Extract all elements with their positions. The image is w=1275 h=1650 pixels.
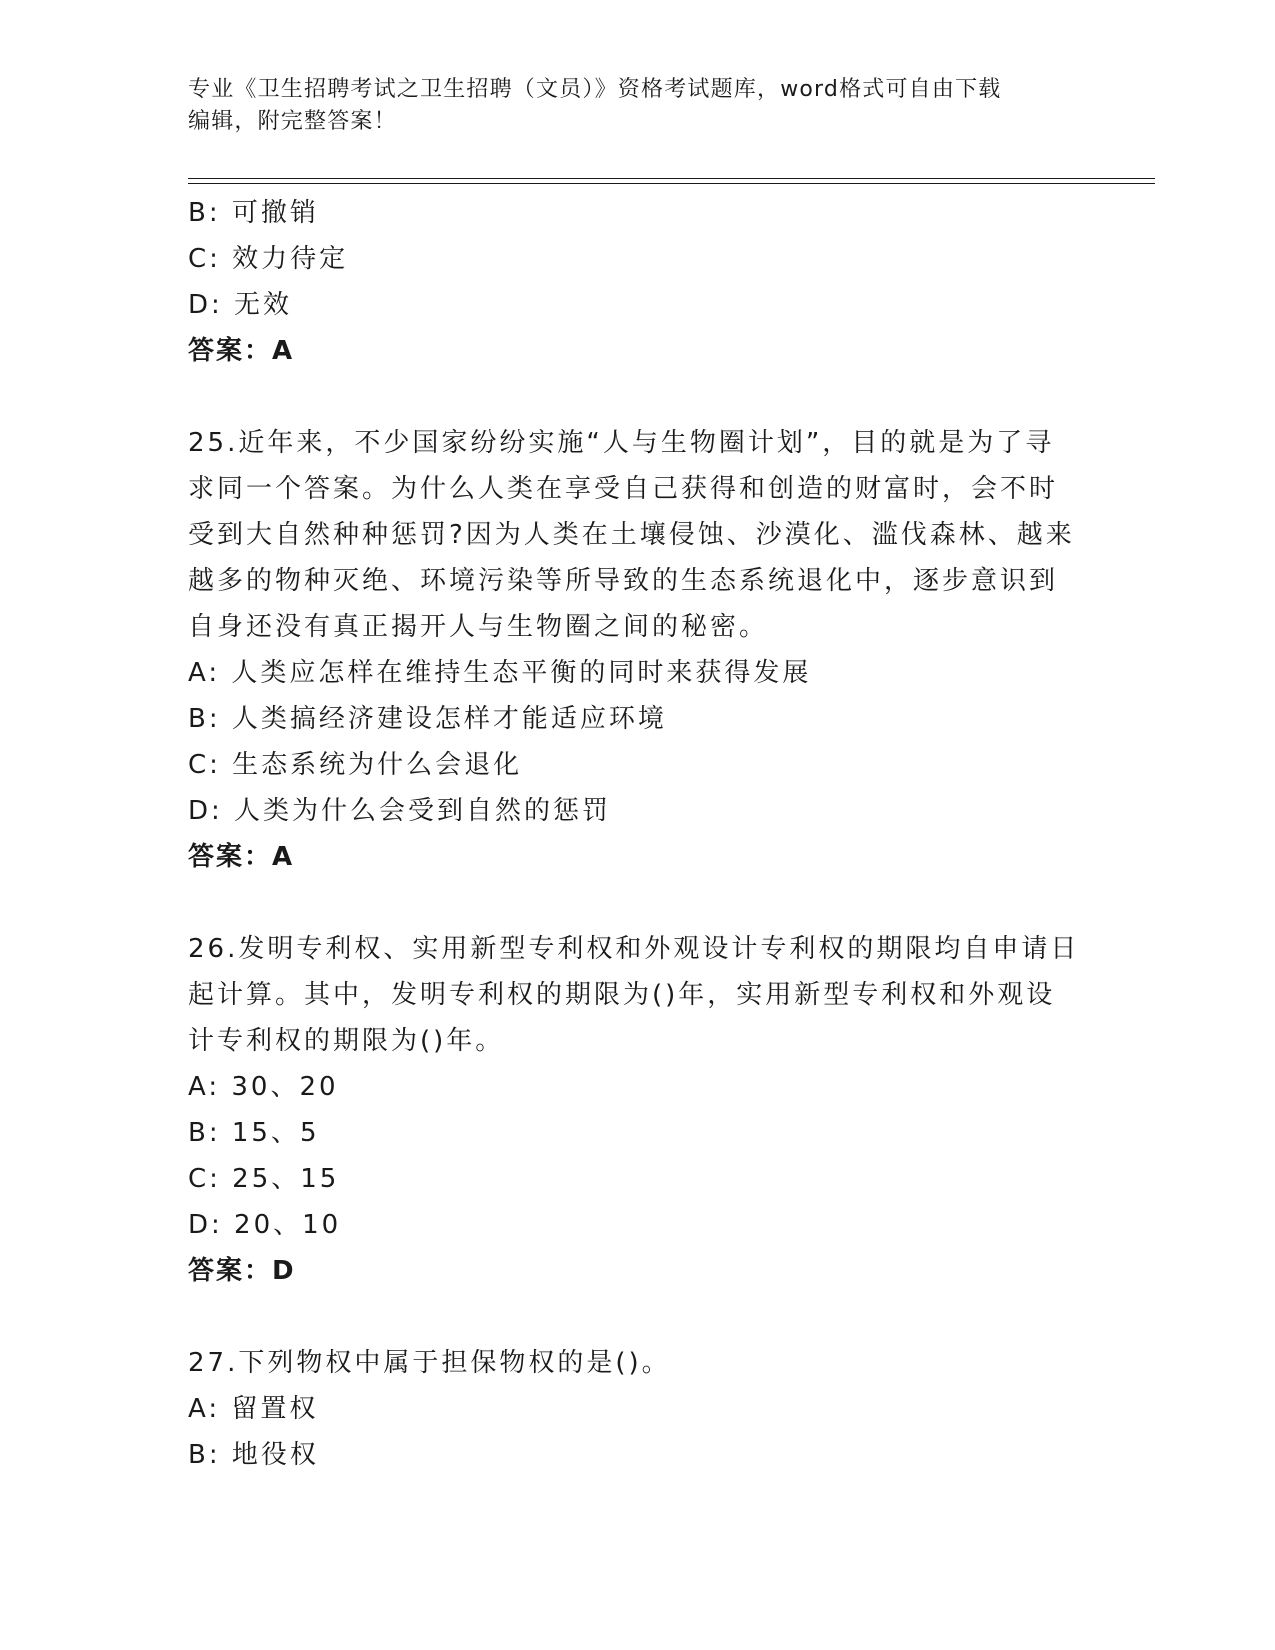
option-b: B: 可撤销 (188, 198, 319, 228)
document-header (188, 74, 1068, 138)
header-divider-bottom (188, 183, 1155, 184)
question-content (188, 190, 1088, 1478)
header-line-1: 专业《卫生招聘考试之卫生招聘（文员）》资格考试题库，word格式可自由下载 (188, 77, 1002, 102)
question-stem-line: 起计算。其中，发明专利权的期限为()年，实用新型专利权和外观设 (188, 980, 1056, 1010)
question-stem-line: 受到大自然种种惩罚?因为人类在土壤侵蚀、沙漠化、滥伐森林、越来 (188, 520, 1075, 550)
option-a: A: 30、20 (188, 1072, 339, 1102)
question-stem-line: 27.下列物权中属于担保物权的是()。 (188, 1348, 671, 1378)
question-27 (188, 1340, 1088, 1478)
option-d: D: 20、10 (188, 1210, 342, 1240)
option-b: B: 15、5 (188, 1118, 320, 1148)
spacer (188, 374, 1088, 420)
question-stem-line: 25.近年来，不少国家纷纷实施“人与生物圈计划”，目的就是为了寻 (188, 428, 1055, 458)
answer-label: 答案：A (188, 336, 295, 366)
option-b: B: 人类搞经济建设怎样才能适应环境 (188, 704, 667, 734)
option-c: C: 25、15 (188, 1164, 340, 1194)
option-c: C: 生态系统为什么会退化 (188, 750, 523, 780)
spacer (188, 880, 1088, 926)
option-d: D: 人类为什么会受到自然的惩罚 (188, 796, 612, 826)
option-a: A: 人类应怎样在维持生态平衡的同时来获得发展 (188, 658, 812, 688)
option-a: A: 留置权 (188, 1394, 319, 1424)
question-stem-line: 求同一个答案。为什么人类在享受自己获得和创造的财富时，会不时 (188, 474, 1059, 504)
question-25 (188, 420, 1088, 880)
question-stem-line: 26.发明专利权、实用新型专利权和外观设计专利权的期限均自申请日 (188, 934, 1080, 964)
question-stem-line: 越多的物种灭绝、环境污染等所导致的生态系统退化中，逐步意识到 (188, 566, 1059, 596)
option-c: C: 效力待定 (188, 244, 349, 274)
header-line-2: 编辑，附完整答案！ (188, 109, 397, 134)
answer-label: 答案：D (188, 1256, 296, 1286)
option-d: D: 无效 (188, 290, 293, 320)
header-divider-top (188, 178, 1155, 179)
question-26 (188, 926, 1088, 1294)
answer-label: 答案：A (188, 842, 295, 872)
question-stem-line: 计专利权的期限为()年。 (188, 1026, 505, 1056)
question-stem-line: 自身还没有真正揭开人与生物圈之间的秘密。 (188, 612, 769, 642)
spacer (188, 1294, 1088, 1340)
option-b: B: 地役权 (188, 1440, 319, 1470)
question-24-tail (188, 190, 1088, 374)
